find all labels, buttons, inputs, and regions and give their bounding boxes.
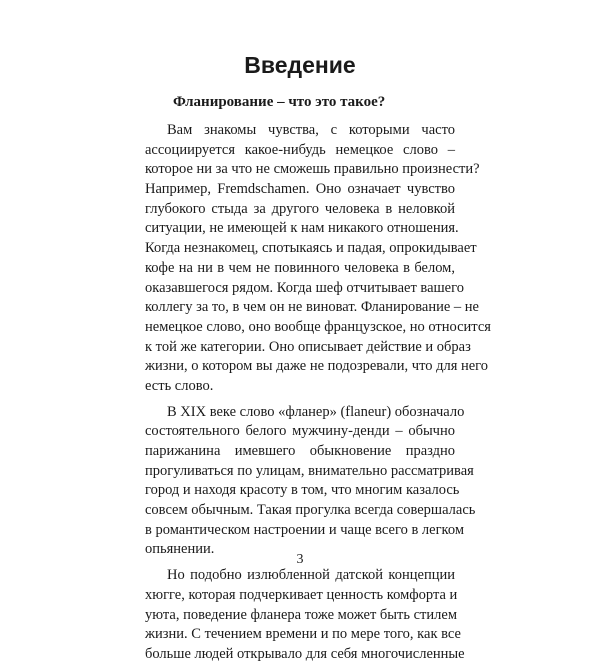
text-line: больше людей открывало для себя многочисленные [145,645,465,662]
text-line: коллегу за то, в чем он не виноват. Фланирование – не [145,299,479,316]
text-line: жизни. С течением времени и по мере того, как все [145,626,461,643]
text-line: состоятельного белого мужчину-денди – обычно [145,423,455,440]
text-line: есть слово. [145,377,214,394]
text-line: опьянении. [145,541,215,558]
text-line: В XIX веке слово «фланер» (flaneur) обозначало [167,403,465,420]
text-line: парижанина имевшего обыкновение праздно [145,443,455,459]
body-text [145,121,491,671]
text-line: Вам знакомы чувства, с которыми часто [167,122,455,138]
text-line: жизни, о котором вы даже не подозревали, что для него [145,358,489,375]
text-line: уюта, поведение фланера тоже может быть стилем [145,606,457,623]
text-line: Например, Fremdschamen. Оно означает чувство [145,181,455,198]
text-line: в романтическом настроении и чаще всего в легком [145,521,464,538]
text-line: город и находя красоту в том, что многим казалось [145,482,460,499]
text-line: Когда незнакомец, спотыкаясь и падая, опрокидывает [145,240,477,257]
text-line: кофе на ни в чем не повинного человека в белом, [145,259,455,276]
text-line: глубокого стыда за другого человека в неловкой [145,200,455,217]
page-number: 3 [296,552,304,567]
text-line: прогуливаться по улицам, внимательно рассматривая [145,462,474,479]
text-line: немецкое слово, оно вообще французское, но относится [145,318,491,335]
paragraph-1 [145,121,491,397]
text-line: ассоциируется какое-нибудь немецкое слово – [145,141,455,158]
text-line: к той же категории. Оно описывает действие и образ [145,338,471,355]
text-line: совсем обычным. Такая прогулка всегда совершалась [145,502,476,519]
text-line: ситуации, не имеющей к нам никакого отношения. [145,220,459,237]
text-line: хюгге, которая подчеркивает ценность комфорта и [145,586,458,603]
paragraph-3 [145,566,465,664]
section-subtitle: Фланирование – что это такое? [173,94,386,110]
page-title: Введение [244,52,356,78]
paragraph-2 [145,403,476,561]
text-line: которое ни за что не сможешь правильно произнести? [145,161,480,178]
text-line: Но подобно излюбленной датской концепции [167,567,455,584]
text-line: оказавшегося рядом. Когда шеф отчитывает вашего [145,279,464,296]
